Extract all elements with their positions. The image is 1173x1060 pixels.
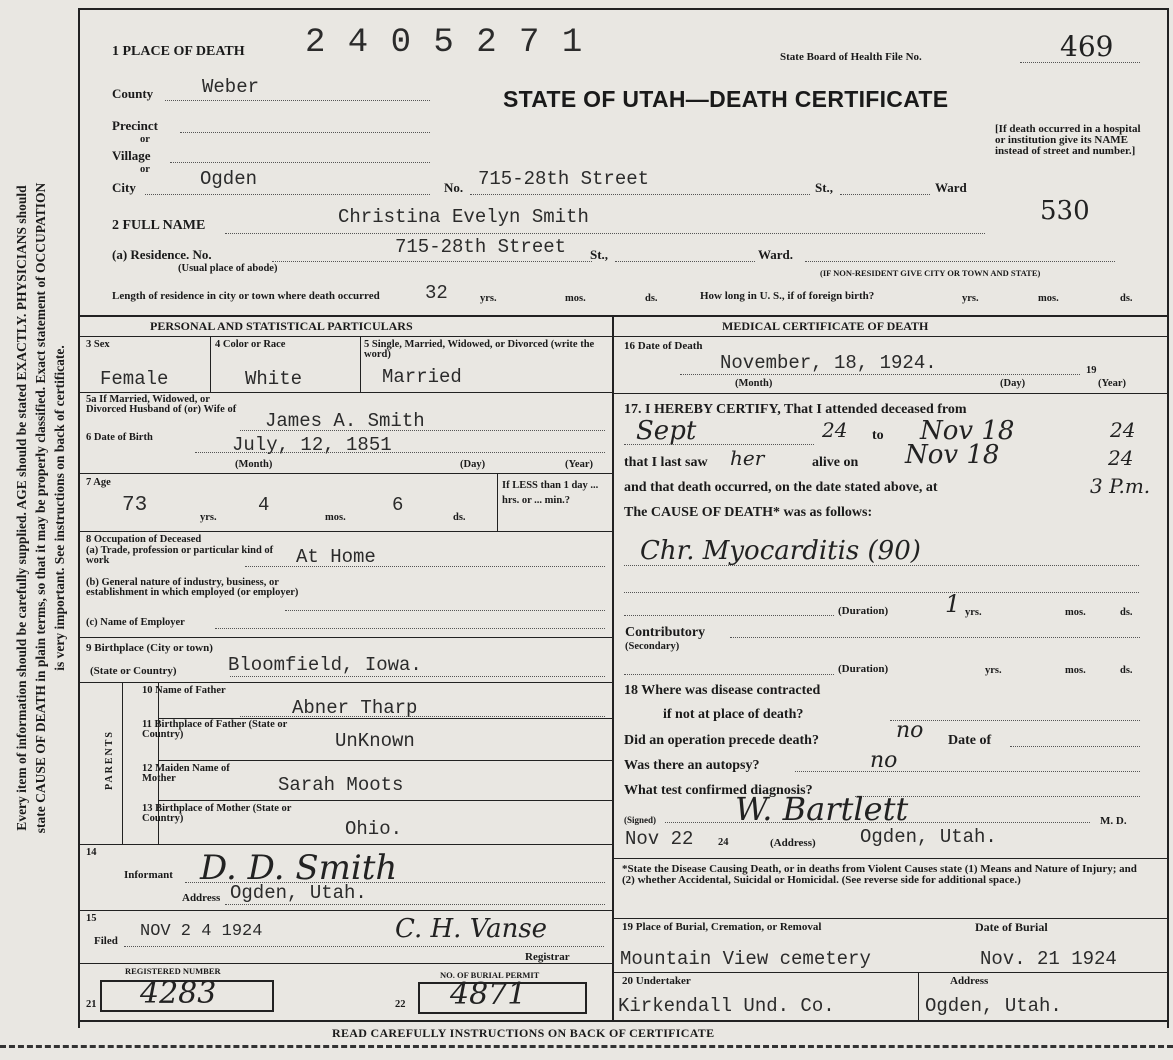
side-instructions [4,30,68,1030]
duration-mos: mos. [1065,607,1086,618]
nonresident-note: (IF NON-RESIDENT GIVE CITY OR TOWN AND STATE) [820,268,1041,278]
undertaker-name: Kirkendall Und. Co. [618,995,835,1017]
undertaker-address: Ogden, Utah. [925,995,1062,1017]
village-label: Village [112,148,151,163]
footer-instructions: READ CAREFULLY INSTRUCTIONS ON BACK OF CERTIFICATE [332,1026,715,1040]
birthplace-sub: (State or Country) [90,665,177,677]
us-mos: mos. [1038,293,1059,304]
mother-birthplace-value: Ohio. [345,818,403,840]
city-value: Ogden [200,168,258,190]
color-label: 4 Color or Race [215,339,286,350]
autopsy-value: no [870,748,898,773]
mother-label: 12 Maiden Name of Mother [142,763,230,784]
no-label: No. [444,180,464,195]
contributory-label: Contributory [625,625,706,640]
us-ds: ds. [1120,293,1133,304]
marital-label: 5 Single, Married, Widowed, or Divorced (write the word) [364,339,595,360]
duration-yrs: yrs. [965,607,982,618]
burial-place: Mountain View cemetery [620,948,871,970]
death-occurred-label: and that death occurred, on the date stated above, at [624,480,938,495]
file-no: 469 [1060,30,1114,63]
md-label: M. D. [1100,815,1127,827]
side-line-3: is very important. See instructions on back of certificate. [52,345,67,671]
attended-to: Nov 18 [920,416,1015,446]
dob-day: (Day) [460,459,486,470]
or-2: or [140,164,150,175]
filed-date: NOV 2 4 1924 [140,922,263,941]
frame-top [78,8,1168,10]
death-time: 3 P.m. [1090,474,1151,498]
precinct-label: Precinct [112,118,158,133]
undertaker-address-label: Address [950,975,989,987]
footnote: *State the Disease Causing Death, or in deaths from Violent Causes state (1) Means and Nature of Injury; and (2) whether Accidental, Suicidal or Homicidal. (See reverse side for additional space.) [622,863,1137,886]
sex-value: Female [100,368,169,390]
father-birthplace-value: UnKnown [335,730,415,752]
age-months: 4 [258,494,270,516]
from-year: 24 [822,418,848,442]
registered-number-label: REGISTERED NUMBER [125,966,221,976]
hospital-note: [If death occurred in a hospital or institution give its NAME instead of street and number.] [995,123,1141,157]
date-of-death-value: November, 18, 1924. [720,352,937,374]
color-value: White [245,368,303,390]
father-value: Abner Tharp [292,697,418,719]
residence-st-label: St., [590,247,609,262]
section-divider [78,315,1168,317]
undertaker-label: 20 Undertaker [622,975,691,987]
occupation-label: 8 Occupation of Deceased [86,534,202,545]
signed-date: Nov 22 [625,828,694,850]
where-contracted-label: 18 Where was disease contracted [624,683,821,698]
last-saw-label: that I last saw [624,455,708,470]
or-1: or [140,134,150,145]
medical-header: MEDICAL CERTIFICATE OF DEATH [722,319,929,333]
place-of-death-label: 1 PLACE OF DEATH [112,44,245,59]
informant-label: Informant [124,869,173,881]
address-label: (Address) [770,837,816,849]
registered-number: 4283 [140,976,217,1011]
duration2-mos: mos. [1065,665,1086,676]
burial-label: 19 Place of Burial, Cremation, or Removal [622,921,822,933]
length-label: Length of residence in city or town where death occurred [112,290,380,302]
length-ds: ds. [645,293,658,304]
frame-left [78,8,80,1028]
county-value: Weber [202,76,260,98]
to-label: to [872,428,884,443]
permit-field-22: 22 [395,999,406,1010]
ward-label: Ward [935,180,967,195]
residence-label: (a) Residence. No. [112,247,212,262]
certificate-title: STATE OF UTAH—DEATH CERTIFICATE [503,86,949,112]
length-yrs: yrs. [480,293,497,304]
frame-right [1167,8,1169,1028]
where-contracted-sub: if not at place of death? [663,707,804,722]
registrar-label: Registrar [525,951,570,963]
age-yrs: yrs. [200,512,217,523]
to-year: 24 [1110,418,1136,442]
operation-value: no [896,718,924,743]
column-divider [612,315,614,1020]
last-saw-date: Nov 18 [905,440,1000,470]
reg-field-21: 21 [86,999,97,1010]
date-of-death-label: 16 Date of Death [624,340,703,352]
death-month: (Month) [735,378,773,389]
full-name-value: Christina Evelyn Smith [338,206,589,228]
cause-of-death: Chr. Myocarditis (90) [640,536,921,566]
duration2-yrs: yrs. [985,665,1002,676]
secondary-label: (Secondary) [625,641,680,652]
marital-value: Married [382,366,462,388]
duration-label: (Duration) [838,605,889,617]
st-label: St., [815,180,834,195]
last-saw-year: 24 [1108,446,1134,470]
us-length-label: How long in U. S., if of foreign birth? [700,290,875,302]
death-day: (Day) [1000,378,1026,389]
burial-permit-label: NO. OF BURIAL PERMIT [440,970,540,980]
alive-on-label: alive on [812,455,859,470]
length-mos: mos. [565,293,586,304]
death-year: (Year) [1098,378,1126,389]
residence-sub: (Usual place of abode) [178,263,278,274]
informant-address: Ogden, Utah. [230,882,367,904]
dob-year: (Year) [565,459,593,470]
city-label: City [112,180,136,195]
signed-label: (Signed) [624,815,657,825]
nineteen: 19 [1086,365,1097,376]
certify-statement: 17. I HEREBY CERTIFY, That I attended deceased from [624,402,967,417]
age-ds: ds. [453,512,466,523]
sex-label: 3 Sex [86,339,110,350]
burial-date-label: Date of Burial [975,920,1048,934]
residence-ward-label: Ward. [758,247,794,262]
file-no-label: State Board of Health File No. [780,51,922,63]
filed-label: Filed [94,935,118,947]
age-label: 7 Age [86,477,111,488]
duration2-label: (Duration) [838,663,889,675]
occupation-a: (a) Trade, profession or particular kind of work [86,545,274,566]
birthplace-label: 9 Birthplace (City or town) [86,642,213,654]
test-label: What test confirmed diagnosis? [624,783,813,798]
length-years: 32 [425,282,448,304]
less-than-note: If LESS than 1 day ... hrs. or ... min.? [502,480,599,506]
street-value: 715-28th Street [478,168,650,190]
mother-value: Sarah Moots [278,774,404,796]
last-saw-who: her [730,446,765,470]
side-line-1: Every item of information should be carefully supplied. AGE should be stated EXACTLY. PHYSICIANS should [14,185,29,831]
operation-label: Did an operation precede death? [624,733,819,748]
father-label: 10 Name of Father [142,685,226,696]
filed-num: 15 [86,913,97,924]
cut-line [0,1045,1173,1048]
occupation-b: (b) General nature of industry, business, or establishment in which employed (or employer) [86,577,299,598]
dob-value: July, 12, 1851 [232,434,392,456]
informant-address-label: Address [182,892,221,904]
handwritten-number: 530 [1040,196,1090,226]
attended-from: Sept [636,416,697,446]
mother-birthplace-label: 13 Birthplace of Mother (State or Country) [142,803,292,824]
informant-signature: D. D. Smith [200,848,398,888]
cause-label: The CAUSE OF DEATH* was as follows: [624,505,873,520]
duration2-ds: ds. [1120,665,1133,676]
signed-year: 24 [718,837,729,848]
side-line-2: state CAUSE OF DEATH in plain terms, so that it may be properly classified. Exact statement of OCCUPATION [33,182,48,834]
duration-years: 1 [945,590,961,618]
informant-num: 14 [86,847,97,858]
full-name-label: 2 FULL NAME [112,218,206,233]
personal-header: PERSONAL AND STATISTICAL PARTICULARS [150,319,413,333]
occupation-value: At Home [296,546,376,568]
physician-signature: W. Bartlett [735,790,909,828]
stamp-number: 2 4 0 5 2 7 1 [305,24,584,62]
registrar-signature: C. H. Vanse [395,914,548,944]
spouse-value: James A. Smith [265,410,425,432]
occupation-c: (c) Name of Employer [86,617,185,628]
autopsy-label: Was there an autopsy? [624,758,760,773]
parents-label: PARENTS [103,730,115,790]
county-label: County [112,86,154,101]
date-of-label: Date of [948,733,992,748]
frame-bottom [78,1020,1168,1022]
burial-permit-number: 4871 [450,977,527,1012]
age-years: 73 [122,494,148,517]
birthplace-value: Bloomfield, Iowa. [228,654,422,676]
burial-date: Nov. 21 1924 [980,948,1117,970]
dob-label: 6 Date of Birth [86,432,153,443]
us-yrs: yrs. [962,293,979,304]
residence-value: 715-28th Street [395,236,567,258]
age-days: 6 [392,494,404,516]
dob-month: (Month) [235,459,273,470]
spouse-label: 5a If Married, Widowed, or Divorced Husband of (or) Wife of [86,394,237,415]
physician-address: Ogden, Utah. [860,826,997,848]
duration-ds: ds. [1120,607,1133,618]
age-mos: mos. [325,512,346,523]
father-birthplace-label: 11 Birthplace of Father (State or Country) [142,719,288,740]
